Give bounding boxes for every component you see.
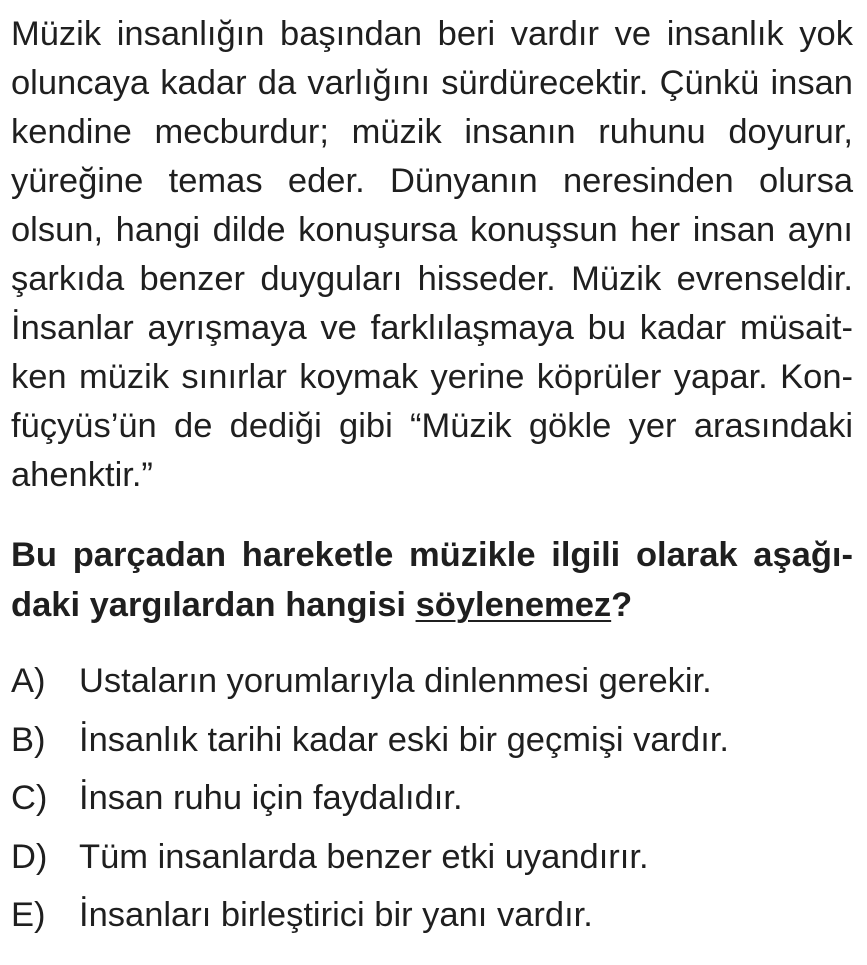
option-a[interactable] <box>11 662 853 721</box>
option-d[interactable] <box>11 838 853 897</box>
option-text: İnsanlık tarihi kadar eski bir geçmişi vardır. <box>79 720 729 759</box>
option-text: İnsanları birleştirici bir yanı vardır. <box>79 896 593 934</box>
option-c[interactable] <box>11 779 853 838</box>
passage-line: füçyüs’ün de dediği gibi “Müzik gökle yer arasındaki <box>11 407 853 445</box>
question-text: daki yargılardan hangisi <box>11 586 416 624</box>
passage-line: Müzik insanlığın başından beri vardır ve insanlık yok <box>11 15 853 53</box>
option-text: Ustaların yorumlarıyla dinlenmesi gerekir. <box>79 662 712 700</box>
question-line <box>11 580 853 630</box>
passage-line: ken müzik sınırlar koymak yerine köprüler yapar. Kon- <box>11 358 853 396</box>
option-letter: E) <box>11 896 46 934</box>
option-e[interactable] <box>11 896 853 955</box>
passage-line: olsun, hangi dilde konuşursa konuşsun her insan aynı <box>11 211 853 249</box>
option-b[interactable] <box>11 721 853 780</box>
option-letter: A) <box>11 662 46 700</box>
question-stem <box>11 530 853 630</box>
question-mark: ? <box>611 586 633 624</box>
passage-line: şarkıda benzer duyguları hisseder. Müzik evrenseldir. <box>11 260 853 298</box>
passage-line: kendine mecburdur; müzik insanın ruhunu doyurur, <box>11 113 853 151</box>
passage-line: İnsanlar ayrışmaya ve farklılaşmaya bu kadar müsait- <box>11 309 853 347</box>
passage-line: oluncaya kadar da varlığını sürdürecektir. Çünkü insan <box>11 64 853 102</box>
answer-options <box>11 662 853 955</box>
option-letter: D) <box>11 837 48 876</box>
option-text: İnsan ruhu için faydalıdır. <box>79 779 463 817</box>
option-letter: B) <box>11 720 46 759</box>
emphasized-word: söylenemez <box>415 586 612 624</box>
reading-passage <box>11 10 853 500</box>
passage-line: yüreğine temas eder. Dünyanın neresinden olursa <box>11 162 853 200</box>
option-text: Tüm insanlarda benzer etki uyandırır. <box>79 837 649 876</box>
option-letter: C) <box>11 779 48 817</box>
question-line: Bu parçadan hareketle müzikle ilgili olarak aşağı- <box>11 536 853 574</box>
passage-line: ahenktir.” <box>11 456 153 494</box>
